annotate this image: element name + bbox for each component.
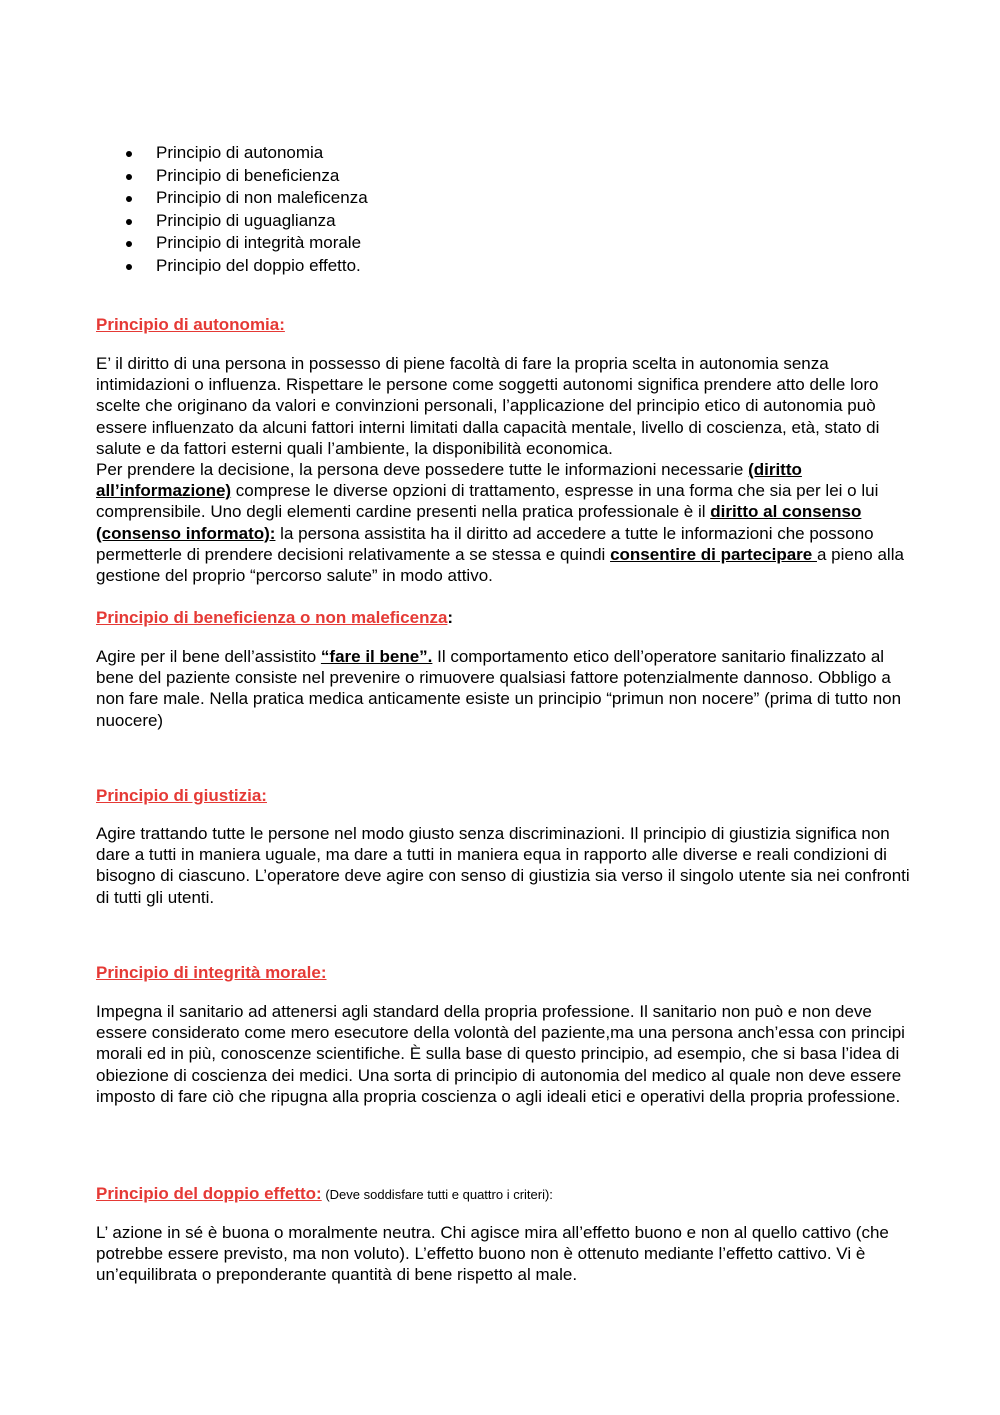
- beneficienza-paragraph: Agire per il bene dell’assistito “fare il bene”. Il comportamento etico dell’operatore sanitario finalizzato al bene del paziente consiste nel prevenire o rimuovere qualsiasi fattore potenzialmente dannoso. Obbligo a non fare male. Nella pratica medica anticamente esiste un principio “primun non nocere” (prima di tutto non nuocere): [96, 647, 902, 730]
- section-heading-doppio-effetto: Principio del doppio effetto: (Deve soddisfare tutti e quattro i criteri):: [96, 1184, 553, 1203]
- list-item: Principio di integrità morale: [96, 232, 368, 255]
- section-heading-autonomia: Principio di autonomia:: [96, 315, 285, 334]
- keyword-diritto-consenso: diritto al consenso (consenso informato):: [96, 502, 862, 543]
- criteria-note: (Deve soddisfare tutti e quattro i criteri):: [321, 1187, 553, 1202]
- list-item: Principio di uguaglianza: [96, 210, 368, 233]
- keyword-diritto-informazione: (diritto all’informazione): [96, 460, 802, 501]
- autonomia-paragraph-2: Per prendere la decisione, la persona deve possedere tutte le informazioni necessarie (diritto all’informazione) comprese le diverse opzioni di trattamento, espresse in una forma che sia per lei o lui comprensibile. Uno degli elementi cardine presenti nella pratica professionale è il diritto al consenso (consenso informato): la persona assistita ha il diritto ad accedere a tutte le informazioni che possono permetterle di prendere decisioni relativamente a se stessa e quindi consentire di partecipare a pieno alla gestione del proprio “percorso salute” in modo attivo.: [96, 460, 904, 586]
- list-item: Principio di beneficienza: [96, 165, 368, 188]
- keyword-fare-il-bene: “fare il bene”.: [320, 647, 433, 666]
- keyword-consentire-partecipare: consentire di partecipare: [610, 544, 817, 564]
- doppio-effetto-paragraph: L’ azione in sé è buona o moralmente neutra. Chi agisce mira all’effetto buono e non al quello cattivo (che potrebbe essere previsto, ma non voluto). L’effetto buono non è ottenuto mediante l’effetto cattivo. Vi è un’equilibrata o preponderante quantità di bene rispetto al male.: [96, 1223, 889, 1285]
- section-heading-integrita: Principio di integrità morale:: [96, 963, 327, 982]
- list-item: Principio del doppio effetto.: [96, 255, 368, 278]
- integrita-paragraph: Impegna il sanitario ad attenersi agli standard della propria professione. Il sanitario non può e non deve essere considerato come mero esecutore della volontà del paziente,ma una persona anch’essa con principi morali ed in più, conoscenze scientifiche. È sulla base di questo principio, ad esempio, che si basa l’idea di obiezione di coscienza dei medici. Una sorta di principio di autonomia del medico al quale non deve essere imposto di fare ciò che ripugna alla propria coscienza o agli ideali etici e operativi della propria professione.: [96, 1002, 905, 1106]
- principles-list: [96, 142, 368, 278]
- section-heading-beneficienza: Principio di beneficienza o non maleficenza:: [96, 608, 454, 627]
- autonomia-paragraph-1: E’ il diritto di una persona in possesso di piene facoltà di fare la propria scelta in autonomia senza intimidazioni o influenza. Rispettare le persone come soggetti autonomi significa prendere atto delle loro scelte che originano da valori e convinzioni personali, l’applicazione del principio etico di autonomia può essere influenzato da alcuni fattori interni limitati dalla capacità mentale, livello di coscienza, età, stato di salute e da fattori esterni quali l’ambiente, la disponibilità economica.: [96, 354, 880, 458]
- section-heading-giustizia: Principio di giustizia:: [96, 786, 267, 805]
- giustizia-paragraph: Agire trattando tutte le persone nel modo giusto senza discriminazioni. Il principio di giustizia significa non dare a tutti in maniera uguale, ma dare a tutti in maniera equa in rapporto alle diverse e reali condizioni di bisogno di ciascuno. L’operatore deve agire con senso di giustizia sia verso il singolo utente sia nei confronti di tutti gli utenti.: [96, 824, 910, 907]
- list-item: Principio di autonomia: [96, 142, 368, 165]
- list-item: Principio di non maleficenza: [96, 187, 368, 210]
